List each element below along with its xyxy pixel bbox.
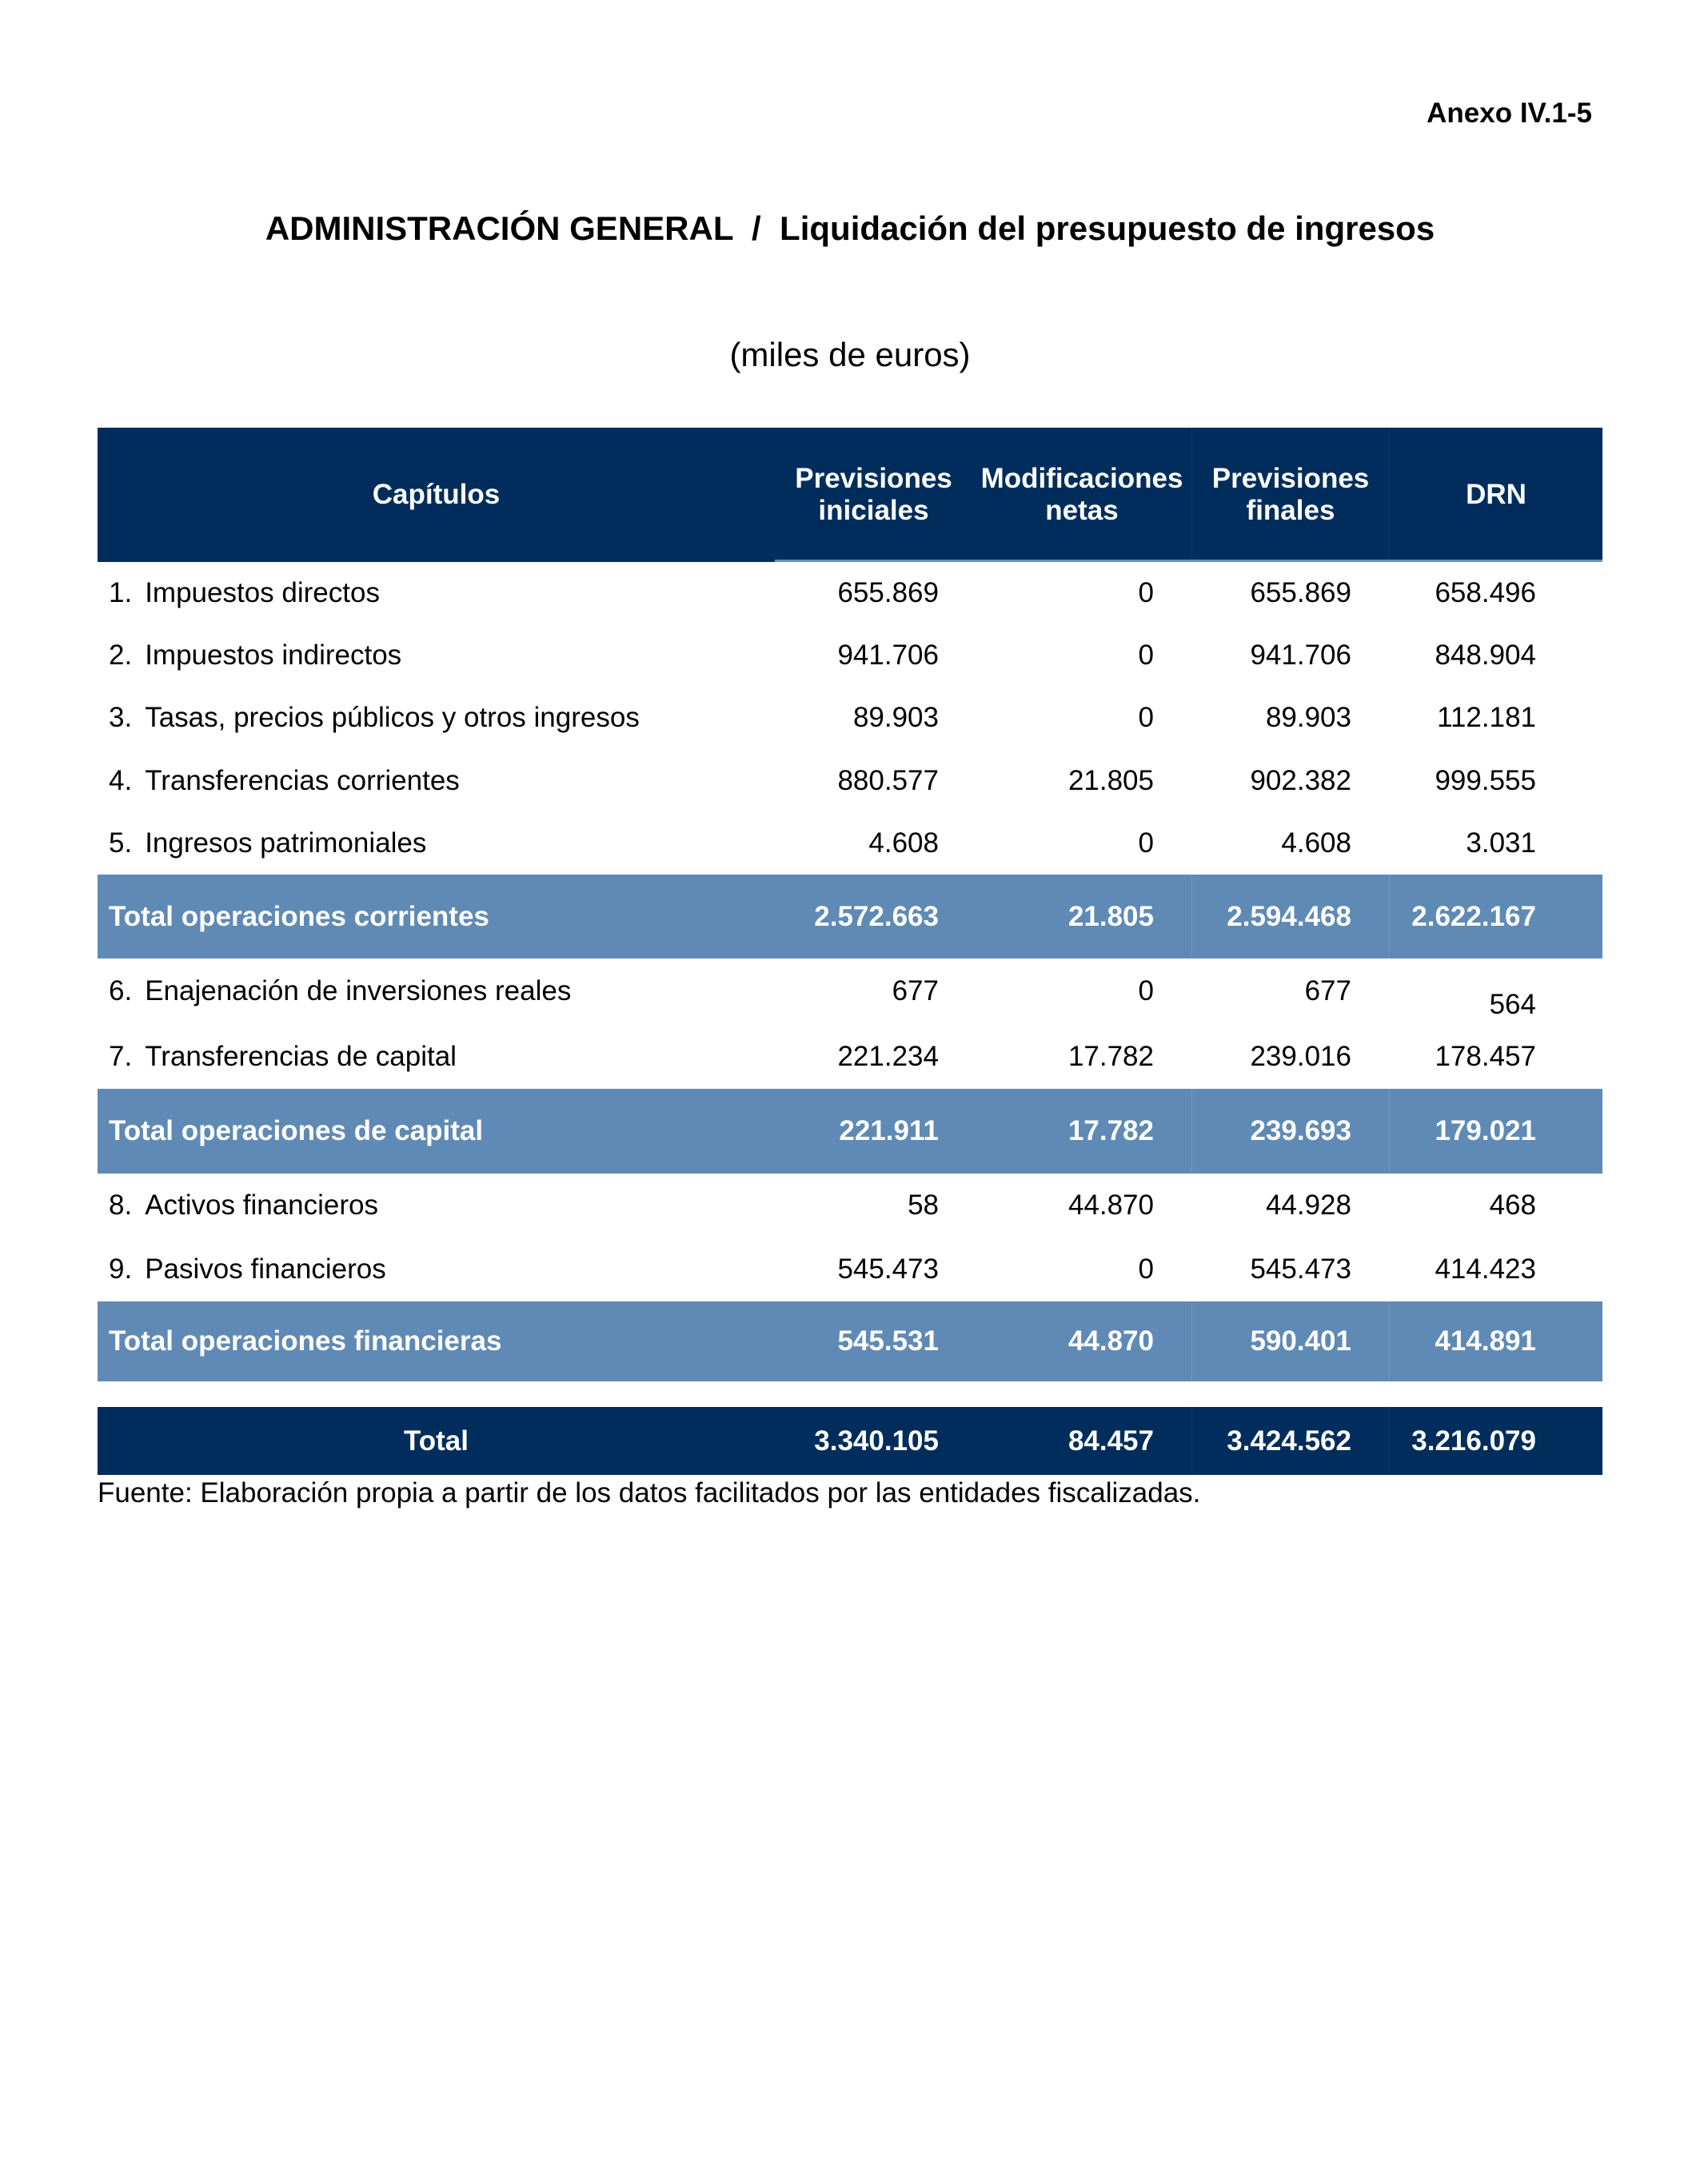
page-title: ADMINISTRACIÓN GENERAL / Liquidación del presupuesto de ingresos <box>265 209 1435 247</box>
chapter-label: Total <box>403 1425 469 1457</box>
header-previsiones-iniciales: Previsiones iniciales <box>795 463 952 526</box>
chapter-label: Transferencias de capital <box>145 1040 457 1072</box>
chapter-label: Pasivos financieros <box>145 1253 386 1285</box>
cell-drn: 179.021 <box>1389 1089 1602 1174</box>
cell-drn: 999.555 <box>1435 764 1536 796</box>
chapter-number: 3. <box>109 702 133 733</box>
table-row <box>98 562 1602 624</box>
cell-previsiones-iniciales: 941.706 <box>837 640 939 671</box>
cell-drn: 414.423 <box>1435 1253 1536 1285</box>
total-row <box>98 1407 1602 1475</box>
cell-modificaciones-netas: 17.782 <box>1067 1115 1154 1146</box>
table-row <box>98 958 1602 1024</box>
row-label-cell <box>98 749 775 812</box>
cell-modificaciones-netas: 0 <box>1138 702 1154 733</box>
chapter-label: Activos financieros <box>145 1190 378 1221</box>
table-header <box>98 428 1602 562</box>
cell-drn: 414.891 <box>1389 1301 1602 1381</box>
chapter-number: 1. <box>109 577 133 608</box>
row-label-cell <box>98 958 775 1024</box>
chapter-label: Ingresos patrimoniales <box>145 827 427 859</box>
chapter-number: 9. <box>109 1253 133 1285</box>
cell-modificaciones-netas: 44.870 <box>1067 1190 1154 1221</box>
cell-modificaciones-netas: 17.782 <box>1067 1040 1154 1072</box>
row-label-cell <box>98 562 775 624</box>
cell-previsiones-iniciales: 545.473 <box>837 1253 939 1285</box>
cell-drn: 3.031 <box>1466 827 1536 859</box>
cell-modificaciones-netas: 0 <box>1138 640 1154 671</box>
cell-drn: 468 <box>1489 1190 1536 1221</box>
table-row <box>98 1174 1602 1237</box>
chapter-number: 8. <box>109 1190 133 1221</box>
cell-drn: 658.496 <box>1435 577 1536 608</box>
chapter-label: Total operaciones corrientes <box>109 900 489 932</box>
chapter-number: 5. <box>109 827 133 859</box>
cell-modificaciones-netas: 0 <box>1138 1253 1154 1285</box>
source-note: Fuente: Elaboración propia a partir de los datos facilitados por las entidades fiscalizadas. <box>98 1477 1201 1508</box>
table-row <box>98 1024 1602 1089</box>
cell-previsiones-iniciales: 221.911 <box>839 1115 939 1146</box>
table-row <box>98 687 1602 749</box>
header-previsiones-finales: Previsiones finales <box>1191 428 1389 562</box>
chapter-label: Total operaciones de capital <box>109 1115 484 1146</box>
cell-previsiones-iniciales: 89.903 <box>852 702 939 733</box>
row-label-cell <box>98 1407 775 1475</box>
cell-drn: 112.181 <box>1437 702 1536 733</box>
cell-previsiones-finales: 239.693 <box>1191 1089 1389 1174</box>
chapter-number: 2. <box>109 640 133 671</box>
row-label-cell <box>98 1174 775 1237</box>
cell-drn: 848.904 <box>1435 640 1536 671</box>
chapter-label: Transferencias corrientes <box>145 764 460 796</box>
cell-modificaciones-netas: 0 <box>1138 975 1154 1006</box>
row-label-cell <box>98 1024 775 1089</box>
cell-modificaciones-netas: 44.870 <box>1067 1325 1154 1357</box>
cell-previsiones-finales: 89.903 <box>1265 702 1351 733</box>
row-label-cell <box>98 875 775 958</box>
annex-label: Anexo IV.1-5 <box>1427 98 1592 129</box>
subtotal-row <box>98 1301 1602 1381</box>
header-modificaciones-netas: Modificaciones netas <box>980 463 1183 526</box>
chapter-number: 7. <box>109 1040 133 1072</box>
cell-previsiones-iniciales: 677 <box>892 975 939 1006</box>
cell-previsiones-finales: 902.382 <box>1250 764 1351 796</box>
cell-modificaciones-netas: 0 <box>1138 827 1154 859</box>
chapter-label: Impuestos directos <box>145 577 380 608</box>
row-label-cell <box>98 812 775 875</box>
chapter-label: Tasas, precios públicos y otros ingresos <box>145 702 640 733</box>
chapter-number: 4. <box>109 764 133 796</box>
row-label-cell <box>98 1301 775 1381</box>
cell-previsiones-iniciales: 655.869 <box>837 577 939 608</box>
cell-previsiones-finales: 239.016 <box>1250 1040 1351 1072</box>
table-row <box>98 1237 1602 1301</box>
cell-previsiones-finales: 941.706 <box>1250 640 1351 671</box>
header-drn: DRN <box>1389 428 1602 562</box>
header-capitulos: Capítulos <box>372 479 501 510</box>
chapter-label: Impuestos indirectos <box>145 640 402 671</box>
row-label-cell <box>98 624 775 687</box>
units-subtitle: (miles de euros) <box>729 336 971 373</box>
cell-previsiones-iniciales: 2.572.663 <box>814 900 939 932</box>
cell-drn: 564 <box>1489 989 1536 1020</box>
row-label-cell <box>98 1089 775 1174</box>
cell-drn: 3.216.079 <box>1389 1407 1602 1475</box>
cell-previsiones-finales: 2.594.468 <box>1191 875 1389 958</box>
cell-previsiones-iniciales: 221.234 <box>837 1040 939 1072</box>
cell-modificaciones-netas: 21.805 <box>1067 900 1154 932</box>
chapter-number: 6. <box>109 975 133 1006</box>
cell-previsiones-finales: 44.928 <box>1265 1190 1351 1221</box>
chapter-label: Enajenación de inversiones reales <box>145 975 572 1006</box>
cell-previsiones-iniciales: 58 <box>908 1190 939 1221</box>
row-label-cell <box>98 687 775 749</box>
table-row <box>98 812 1602 875</box>
cell-drn: 178.457 <box>1435 1040 1536 1072</box>
cell-previsiones-finales: 545.473 <box>1250 1253 1351 1285</box>
cell-previsiones-iniciales: 880.577 <box>837 764 939 796</box>
cell-previsiones-iniciales: 4.608 <box>868 827 939 859</box>
row-label-cell <box>98 1237 775 1301</box>
table-row <box>98 624 1602 687</box>
cell-previsiones-finales: 3.424.562 <box>1191 1407 1389 1475</box>
cell-previsiones-finales: 677 <box>1304 975 1351 1006</box>
cell-modificaciones-netas: 21.805 <box>1067 764 1154 796</box>
cell-previsiones-iniciales: 3.340.105 <box>814 1425 939 1457</box>
cell-modificaciones-netas: 84.457 <box>1067 1425 1154 1457</box>
cell-drn: 2.622.167 <box>1389 875 1602 958</box>
cell-previsiones-finales: 655.869 <box>1250 577 1351 608</box>
cell-previsiones-finales: 590.401 <box>1191 1301 1389 1381</box>
chapter-label: Total operaciones financieras <box>109 1325 502 1357</box>
subtotal-row <box>98 875 1602 958</box>
cell-previsiones-finales: 4.608 <box>1281 827 1351 859</box>
table-row <box>98 749 1602 812</box>
cell-modificaciones-netas: 0 <box>1138 577 1154 608</box>
cell-previsiones-iniciales: 545.531 <box>837 1325 939 1357</box>
subtotal-row <box>98 1089 1602 1174</box>
